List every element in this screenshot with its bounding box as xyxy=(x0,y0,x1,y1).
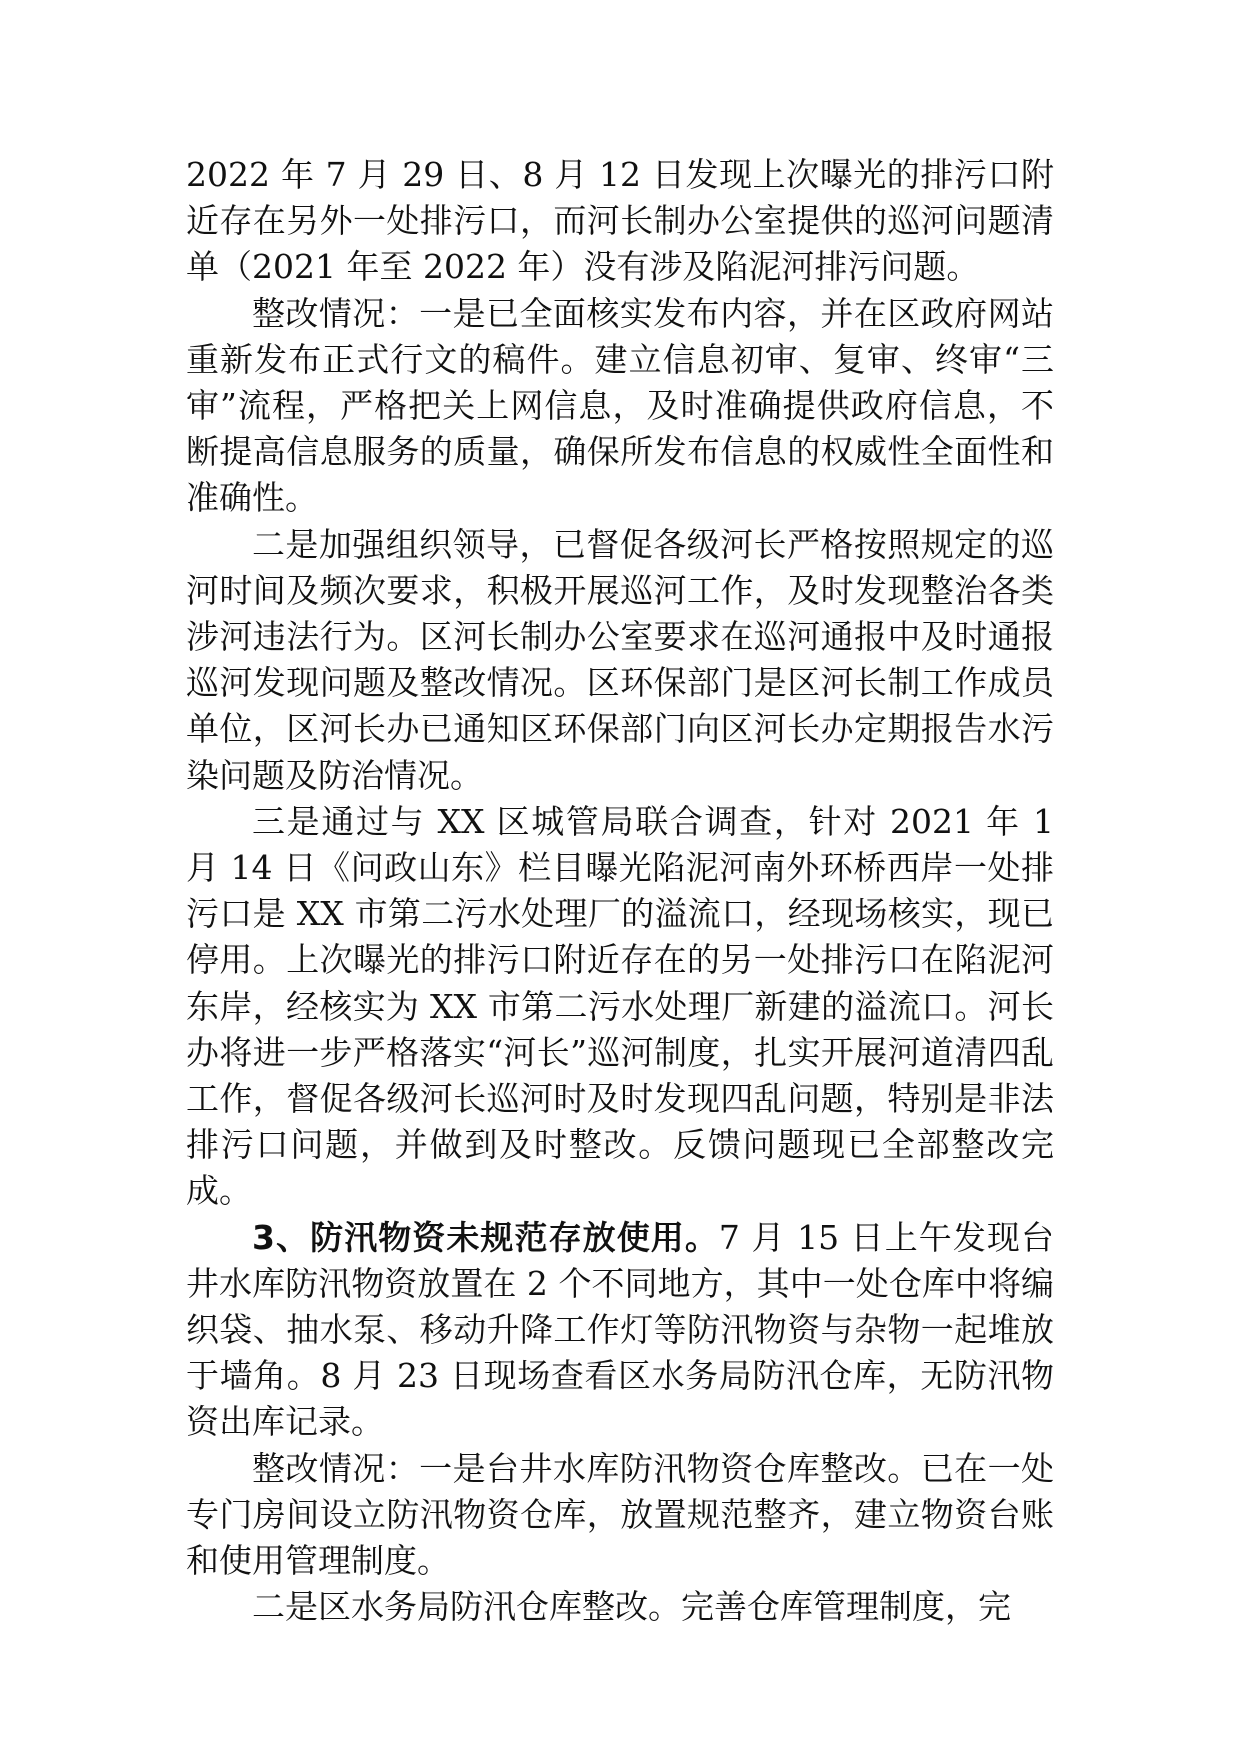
paragraph-text: 2022 年 7 月 29 日、8 月 12 日发现上次曝光的排污口附近存在另外一处排污口，而河长制办公室提供的巡河问题清单（2021 年至 2022 年）没有涉及陷泥河排污问题。 xyxy=(186,155,1054,287)
paragraph-text: 三是通过与 XX 区城管局联合调查，针对 2021 年 1 月 14 日《问政山东》栏目曝光陷泥河南外环桥西岸一处排污口是 XX 市第二污水处理厂的溢流口，经现场核实，现已停用。上次曝光的排污口附近存在的另一处排污口在陷泥河东岸，经核实为 XX 市第二污水处理厂新建的溢流口。河长办将进一步严格落实“河长”巡河制度，扎实开展河道清四乱工作，督促各级河长巡河时及时发现四乱问题，特别是非法排污口问题，并做到及时整改。反馈问题现已全部整改完成。 xyxy=(186,801,1054,1211)
section-heading: 3、防汛物资未规范存放使用。 xyxy=(252,1217,719,1257)
paragraph-p1 xyxy=(186,152,1054,291)
paragraph-p7 xyxy=(186,1584,1054,1630)
paragraph-p2 xyxy=(186,291,1054,522)
paragraph-p3 xyxy=(186,522,1054,799)
paragraph-text: 二是加强组织领导，已督促各级河长严格按照规定的巡河时间及频次要求，积极开展巡河工作，及时发现整治各类涉河违法行为。区河长制办公室要求在巡河通报中及时通报巡河发现问题及整改情况。区环保部门是区河长制工作成员单位，区河长办已通知区环保部门向区河长办定期报告水污染问题及防治情况。 xyxy=(186,524,1054,795)
document-body xyxy=(186,152,1054,1631)
paragraph-p6 xyxy=(186,1446,1054,1585)
paragraph-text: 整改情况：一是已全面核实发布内容，并在区政府网站重新发布正式行文的稿件。建立信息初审、复审、终审“三审”流程，严格把关上网信息，及时准确提供政府信息，不断提高信息服务的质量，确保所发布信息的权威性全面性和准确性。 xyxy=(186,293,1054,518)
paragraph-text: 二是区水务局防汛仓库整改。完善仓库管理制度，完 xyxy=(252,1587,1011,1627)
paragraph-text: 7 月 15 日上午发现台井水库防汛物资放置在 2 个不同地方，其中一处仓库中将编织袋、抽水泵、移动升降工作灯等防汛物资与杂物一起堆放于墙角。8 月 23 日现场查看区水务局防汛仓库，无防汛物资出库记录。 xyxy=(186,1217,1054,1442)
paragraph-p4 xyxy=(186,799,1054,1215)
paragraph-p5 xyxy=(186,1215,1054,1446)
paragraph-text: 整改情况：一是台井水库防汛物资仓库整改。已在一处专门房间设立防汛物资仓库，放置规范整齐，建立物资台账和使用管理制度。 xyxy=(186,1448,1054,1581)
